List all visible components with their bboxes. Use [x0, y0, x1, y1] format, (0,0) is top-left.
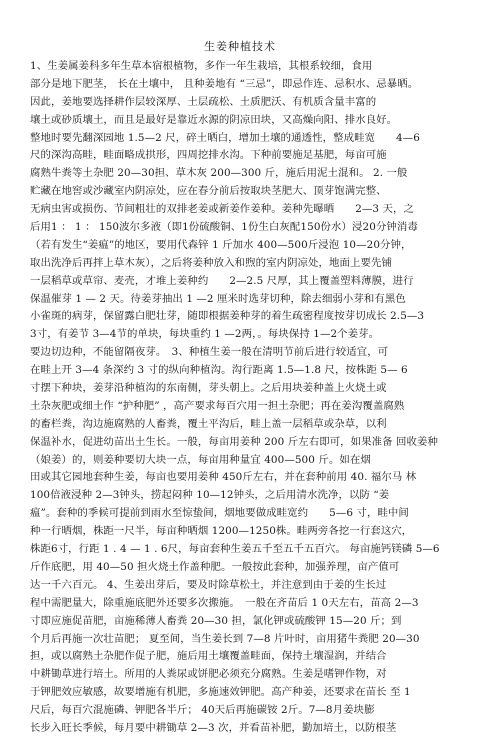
- body-line: 小雀斑的病芽，保留露白肥壮芽，随即根据姜种芽的着生疏密程度按芽切成长 2.5—3: [30, 310, 425, 323]
- body-line: 寸摆下种块，姜芽沿种植沟的东南侧，芽头朝上。之后用块姜种盖上火烧土或: [30, 382, 387, 395]
- body-line: 田或其它园地套种生姜，每亩也要用姜种 450斤左右，并在套种前用 40. 福尔马 林: [30, 471, 417, 484]
- body-line: 的畜栏粪，沟边施腐熟的人畜粪，覆土平沟后，畦上盖一层稻草或杂草，以利: [30, 417, 387, 430]
- document-title: 生姜种植技术: [204, 40, 276, 53]
- body-line: 要边切边种，不能留隔夜芽。 3、种植生姜一般在清明节前后进行较适宜，可: [30, 346, 389, 359]
- body-line: 保温补水，促进幼苗出土生长。一般，每亩用姜种 200 斤左右即可，如果准备 回收姜种: [30, 435, 438, 448]
- body-line: 长步入旺长季候，每月要中耕锄草 2—3 次，并看苗补肥，勤加培土，以防根茎: [30, 721, 397, 734]
- body-line: 株距6寸，行距 1 . 4 — 1 . 6尺，每亩套种生姜五千至五千五百穴。 每亩施钙镁磷 5—6: [30, 543, 440, 556]
- body-line: 瘟”。套种的季候可提前到雨水至惊蛰间，烟地要做成畦宽约 5—6 寸，畦中间: [30, 507, 409, 520]
- body-line: 土杂灰肥或细土作 “护种肥” ，高产要求每百穴用一担土杂肥；再在姜沟覆盖腐熟: [30, 399, 405, 412]
- body-line: 程中需肥量大，除重施底肥外还要多次搬施。 一般在齐苗后 1 0天左右，苗高 2—3: [30, 596, 419, 609]
- body-line: 贮藏在地窖或沙藏室内阴凉处，应在春分前后按取块茎肥大、顶芽饱满完整、: [30, 185, 387, 198]
- body-line: 壤土或砂质壤土，而且是最好是靠近水源的阴凉田块，又高燥向阳、排水良好。: [30, 113, 398, 126]
- body-line: 在畦上开 3—4 条深约 3 寸的纵向种植沟。沟行距离 1.5—1.8 尺，按株距 5— 6: [30, 364, 408, 377]
- body-line: 种一行晒烟，株距一尺半，每亩种晒烟 1200—1250株。畦两旁各挖一行套这穴，: [30, 525, 413, 538]
- body-line: 担，或以腐熟土杂肥作促子肥，施后用土壤覆盖畦面，保持土壤湿润，并结合: [30, 650, 387, 663]
- body-line: 中耕锄草进行培土。所用的人粪尿或饼肥必须充分腐熟。生姜是嗜钾作物，对: [30, 668, 387, 681]
- body-line: 后用1 ： 1 ： 150波尔多液（即1份硫酸铜、1份生白灰配150份水）浸20分钟消毒: [30, 221, 418, 234]
- document-body: [30, 58, 470, 738]
- body-line: 个月后再施一次壮苗肥； 夏至间，当生姜长到 7—8 片叶时，亩用猪牛粪肥 20—30: [30, 632, 420, 645]
- body-line: 寸即应施促苗肥，亩施稀薄人畜粪 20—30 担，氯化钾或硫酸钾 15—20 斤；到: [30, 614, 402, 627]
- body-line: （娘姜）的，则姜种要切大块一点，每亩用种量宜 400—500 斤。如在烟: [30, 453, 371, 466]
- body-line: 一层稻草或草帘、麦壳，才堆上姜种约 2—2.5 尺厚，其上覆盖塑料薄膜，进行: [30, 274, 414, 287]
- body-line: 斤作底肥，用 40—50 担火烧土作盖种肥。一般按此套种，加强养理，亩产值可: [30, 560, 400, 573]
- body-line: 尺的深沟高畦，畦面略成拱形，四周挖排水沟。下种前要施足基肥，每亩可施: [30, 149, 387, 162]
- body-line: 100倍液浸种 2—3钟头，捞起闷种 10—12钟头，之后用清水洗净，以防 “姜: [30, 489, 390, 502]
- body-line: 达一千六百元。 4、生姜出芽后，要及时除草松土，并注意到由于姜的生长过: [30, 578, 387, 591]
- body-line: 尺后，每百穴混施磷、钾肥各半斤； 40天后再施碳铵 2斤。7—8月姜块膨: [30, 704, 375, 717]
- body-line: 3寸，有姜节 3—4节的单块，每块重约 1 —2两，。每块保持 1—2个姜芽。: [30, 328, 380, 341]
- body-line: （若有发生“姜瘟”的地区，要用代森锌 1 斤加水 400—500斤浸泡 10—20分钟，: [30, 238, 412, 251]
- body-line: 整地时要先翻深园地 1.5—2 尺，碎土晒白，增加土壤的通透性，整成畦宽 4—6: [30, 131, 420, 144]
- body-line: 无病虫害或损伤、节间粗壮的双排老姜或新姜作姜种。姜种先曝晒 2—3 天，之: [30, 203, 414, 216]
- body-line: 部分是地下肥茎， 长在土壤中， 且种姜地有 “三忌”，即忌作连、忌积水、忌暴晒。: [30, 77, 419, 90]
- body-line: 因此，姜地要选择耕作层较深厚、土层疏松、土质肥沃、有机质含量丰富的: [30, 95, 377, 108]
- body-line: 于钾肥效应敏感，故要增施有机肥，多施速效钾肥。高产种姜，还要求在苗长 至 1: [30, 686, 411, 699]
- body-line: 腐熟牛粪等土杂肥 20—30担、草木灰 200—300 斤，施后用泥土混和。 2. 一般: [30, 167, 408, 180]
- body-line: 取出洗净后再拌上草木灰），之后将姜种放入和煦的室内阴凉处，地面上要先铺: [30, 256, 392, 269]
- body-line: 1、生姜属姜科多年生草本宿根植物，多作一年生栽培，其根系较细，食用: [30, 60, 373, 72]
- body-line: 保温催芽 1 — 2 天。待姜芽抽出 1 —2 厘米时选芽切种，除去细弱小芽和有黑色: [30, 292, 406, 305]
